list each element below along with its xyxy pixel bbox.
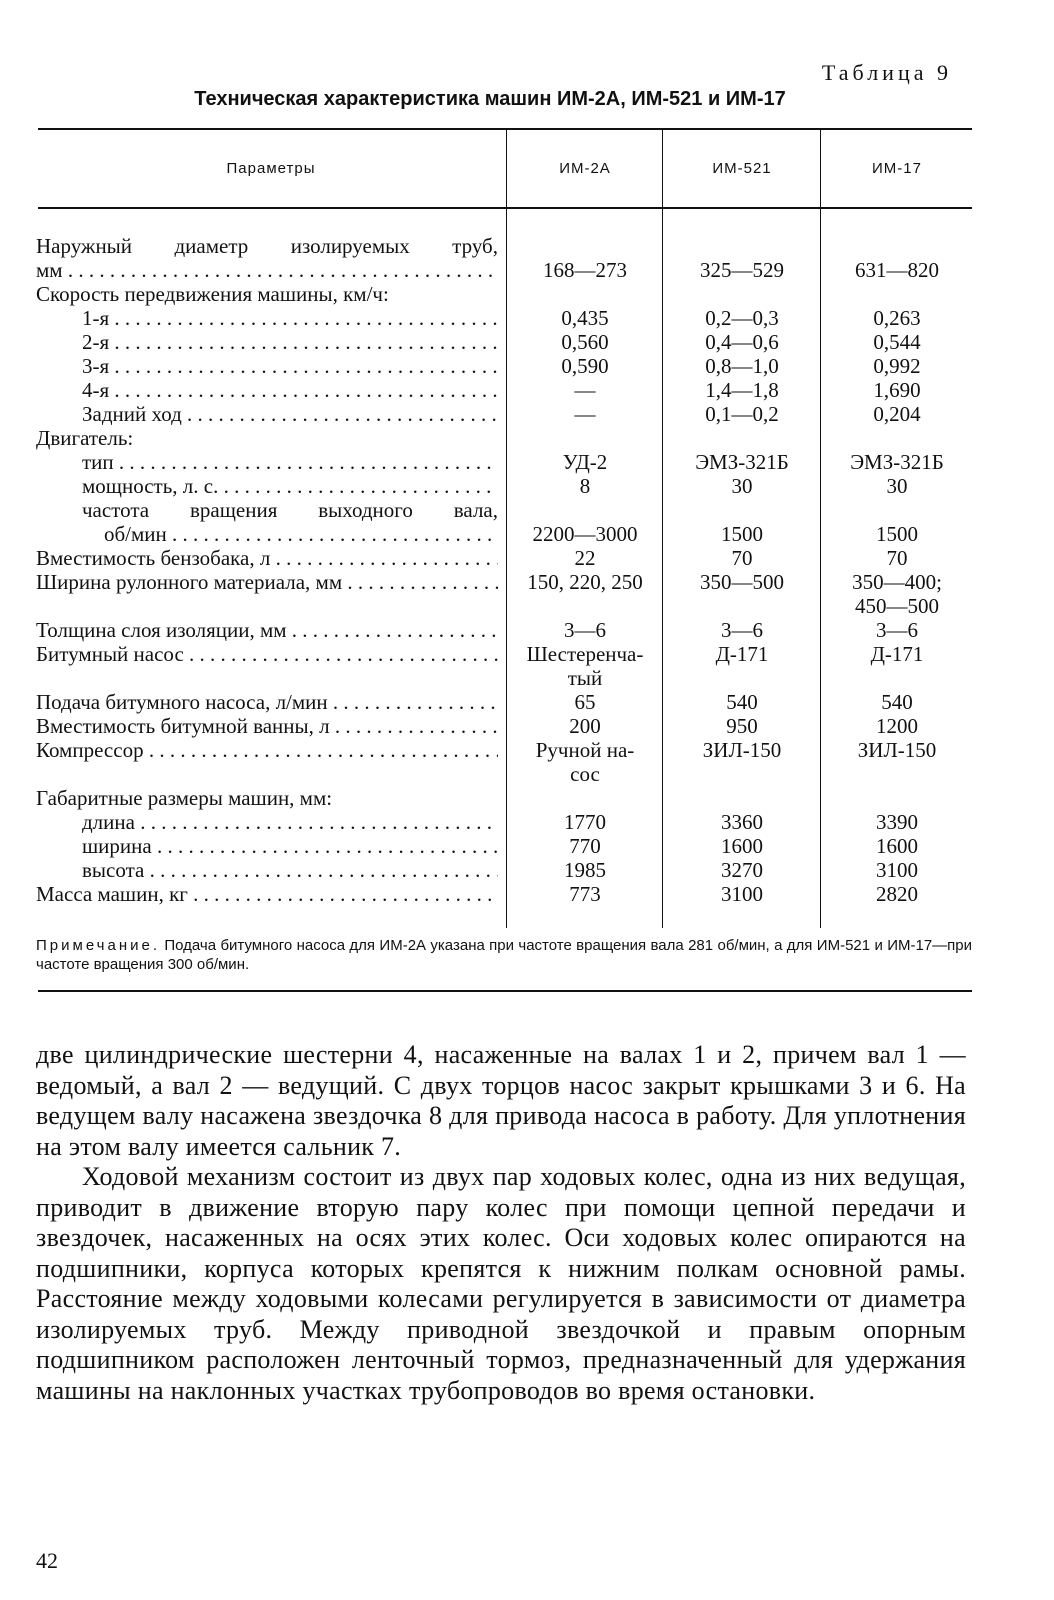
table-row — [0, 234, 1000, 258]
value-im-521: 0,4—0,6 — [705, 330, 779, 354]
value-im-2a: 1985 — [564, 858, 606, 882]
parameter-label: Скорость передвижения машины, км/ч: — [36, 282, 389, 306]
table-row — [0, 306, 1000, 330]
table-row — [0, 474, 1000, 498]
parameter-label: Двигатель: — [36, 426, 134, 450]
value-im-2a: — — [574, 402, 596, 426]
value-im-2a: 1770 — [564, 810, 606, 834]
note-text: Подача битумного насоса для ИМ-2А указана при частоте вращения вала 281 об/мин, а для ИМ-521 и ИМ-17—при частоте вращения 300 об/мин. — [36, 937, 972, 973]
table-row — [0, 570, 1000, 594]
parameter-label: Габаритные размеры машин, мм: — [36, 786, 333, 810]
table-row — [0, 354, 1000, 378]
table-row — [0, 618, 1000, 642]
parameter-label: Подача битумного насоса, л/мин . . . — [36, 690, 498, 714]
value-im-2a: — — [574, 378, 596, 402]
parameter-label: Битумный насос . . . — [36, 642, 498, 666]
table-row — [0, 666, 1000, 690]
table-row — [0, 498, 1000, 522]
value-im-2a: 0,435 — [561, 306, 609, 330]
value-im-2a: 65 — [574, 690, 596, 714]
value-im-521: 1600 — [721, 834, 763, 858]
value-im-17: Д-171 — [870, 642, 924, 666]
parameter-label: мм . . . — [36, 258, 498, 282]
header-bottom-rule — [38, 207, 972, 209]
paragraph: две цилиндрические шестерни 4, насаженные на валах 1 и 2, причем вал 1 — ведомый, а вал 2 — ведущий. С двух торцов насос закрыт крышками 3 и 6. На ведущем валу насажена звездочка 8 для привода насоса в работу. Для уплотнения на этом валу имеется сальник 7. — [36, 1040, 966, 1161]
table-row — [0, 858, 1000, 882]
table-top-rule — [38, 128, 972, 130]
column-header-im-521: ИМ-521 — [712, 160, 772, 177]
table-row — [0, 402, 1000, 426]
value-im-521: 0,2—0,3 — [705, 306, 779, 330]
table-row — [0, 378, 1000, 402]
value-im-17: 30 — [886, 474, 908, 498]
value-im-521: 3360 — [721, 810, 763, 834]
value-im-2a: тый — [567, 666, 603, 690]
parameter-label: Масса машин, кг . . . — [36, 882, 498, 906]
parameter-label: ширина . . . — [82, 834, 498, 858]
parameter-label: Наружный диаметр изолируемых труб, — [36, 234, 498, 258]
parameter-label: длина . . . — [82, 810, 498, 834]
parameter-label: Задний ход . . . — [82, 402, 498, 426]
value-im-17: 0,992 — [873, 354, 921, 378]
value-im-17: 540 — [881, 690, 913, 714]
value-im-2a: 200 — [569, 714, 601, 738]
column-header-parameters: Параметры — [226, 160, 316, 177]
value-im-17: 3100 — [876, 858, 918, 882]
value-im-2a: 150, 220, 250 — [527, 570, 643, 594]
table-label: Таблица 9 — [821, 60, 952, 85]
value-im-2a: 22 — [574, 546, 596, 570]
value-im-17: 1600 — [876, 834, 918, 858]
value-im-521: 3100 — [721, 882, 763, 906]
table-note — [36, 936, 972, 974]
value-im-521: 540 — [726, 690, 758, 714]
value-im-521: 3270 — [721, 858, 763, 882]
parameter-label: мощность, л. с. . . . — [82, 474, 498, 498]
value-im-521: 70 — [731, 546, 753, 570]
value-im-521: 30 — [731, 474, 753, 498]
value-im-521: 3—6 — [721, 618, 763, 642]
table-row — [0, 258, 1000, 282]
parameter-label: Компрессор . . . — [36, 738, 498, 762]
value-im-521: 0,8—1,0 — [705, 354, 779, 378]
table-row — [0, 450, 1000, 474]
value-im-17: 70 — [886, 546, 908, 570]
value-im-17: 0,263 — [873, 306, 921, 330]
table-row — [0, 546, 1000, 570]
table-bottom-rule — [38, 990, 972, 992]
parameter-label: Вместимость бензобака, л . . . — [36, 546, 498, 570]
column-header-im-2a: ИМ-2А — [559, 160, 611, 177]
value-im-521: 350—500 — [700, 570, 784, 594]
parameter-label: 1-я . . . — [82, 306, 498, 330]
value-im-17: ЭМЗ-321Б — [850, 450, 944, 474]
value-im-2a: сос — [570, 762, 600, 786]
table-row — [0, 882, 1000, 906]
value-im-17: 3390 — [876, 810, 918, 834]
value-im-2a: Ручной на- — [535, 738, 635, 762]
parameter-label: об/мин . . . — [104, 522, 498, 546]
value-im-17: 1,690 — [873, 378, 921, 402]
table-title: Техническая характеристика машин ИМ-2А, ИМ-521 и ИМ-17 — [194, 88, 786, 110]
note-label: Примечание. — [36, 937, 160, 954]
value-im-17: 0,204 — [873, 402, 921, 426]
parameter-label: Ширина рулонного материала, мм . . . — [36, 570, 498, 594]
parameter-label: Толщина слоя изоляции, мм . . . — [36, 618, 498, 642]
value-im-2a: 0,590 — [561, 354, 609, 378]
value-im-2a: УД-2 — [562, 450, 608, 474]
value-im-521: 1500 — [721, 522, 763, 546]
parameter-label: высота . . . — [82, 858, 498, 882]
value-im-521: 0,1—0,2 — [705, 402, 779, 426]
value-im-521: 950 — [726, 714, 758, 738]
parameter-label: частота вращения выходного вала, — [82, 498, 498, 522]
column-header-im-17: ИМ-17 — [872, 160, 922, 177]
table-row — [0, 426, 1000, 450]
parameter-label: 3-я . . . — [82, 354, 498, 378]
value-im-2a: 0,560 — [561, 330, 609, 354]
table-row — [0, 330, 1000, 354]
value-im-2a: 773 — [569, 882, 601, 906]
value-im-521: 325—529 — [700, 258, 784, 282]
parameter-label: 2-я . . . — [82, 330, 498, 354]
page-number: 42 — [36, 1548, 58, 1573]
table-row — [0, 834, 1000, 858]
value-im-521: Д-171 — [715, 642, 769, 666]
value-im-17: 450—500 — [855, 594, 939, 618]
value-im-521: ЗИЛ-150 — [702, 738, 782, 762]
table-row — [0, 690, 1000, 714]
table-row — [0, 594, 1000, 618]
parameter-label: тип . . . — [82, 450, 498, 474]
value-im-2a: 770 — [569, 834, 601, 858]
table-row — [0, 786, 1000, 810]
value-im-521: ЭМЗ-321Б — [695, 450, 789, 474]
table-row — [0, 738, 1000, 762]
value-im-17: 1500 — [876, 522, 918, 546]
table-row — [0, 522, 1000, 546]
table-row — [0, 714, 1000, 738]
parameter-label: Вместимость битумной ванны, л . . . — [36, 714, 498, 738]
table-row — [0, 810, 1000, 834]
table-row — [0, 282, 1000, 306]
value-im-2a: 2200—3000 — [532, 522, 638, 546]
table-row — [0, 642, 1000, 666]
value-im-2a: 168—273 — [543, 258, 627, 282]
value-im-17: 350—400; — [852, 570, 942, 594]
value-im-17: 2820 — [876, 882, 918, 906]
value-im-2a: Шестеренча- — [526, 642, 644, 666]
parameter-label: 4-я . . . — [82, 378, 498, 402]
value-im-17: 631—820 — [855, 258, 939, 282]
value-im-17: 1200 — [876, 714, 918, 738]
value-im-521: 1,4—1,8 — [705, 378, 779, 402]
value-im-2a: 3—6 — [564, 618, 606, 642]
value-im-2a: 8 — [579, 474, 591, 498]
value-im-17: 3—6 — [876, 618, 918, 642]
value-im-17: ЗИЛ-150 — [857, 738, 937, 762]
paragraph: Ходовой механизм состоит из двух пар ходовых колес, одна из них ведущая, приводит в движение вторую пару колес при помощи цепной передачи и звездочек, насаженных на осях этих колес. Оси ходовых колес опираются на подшипники, корпуса которых крепятся к нижним полкам основной рамы. Расстояние между ходовыми колесами регулируется в зависимости от диаметра изолируемых труб. Между приводной звездочкой и правым опорным подшипником расположен ленточный тормоз, предназначенный для удержания машины на наклонных участках трубопроводов во время остановки. — [36, 1162, 966, 1405]
table-row — [0, 762, 1000, 786]
value-im-17: 0,544 — [873, 330, 921, 354]
body-text — [36, 1040, 966, 1406]
